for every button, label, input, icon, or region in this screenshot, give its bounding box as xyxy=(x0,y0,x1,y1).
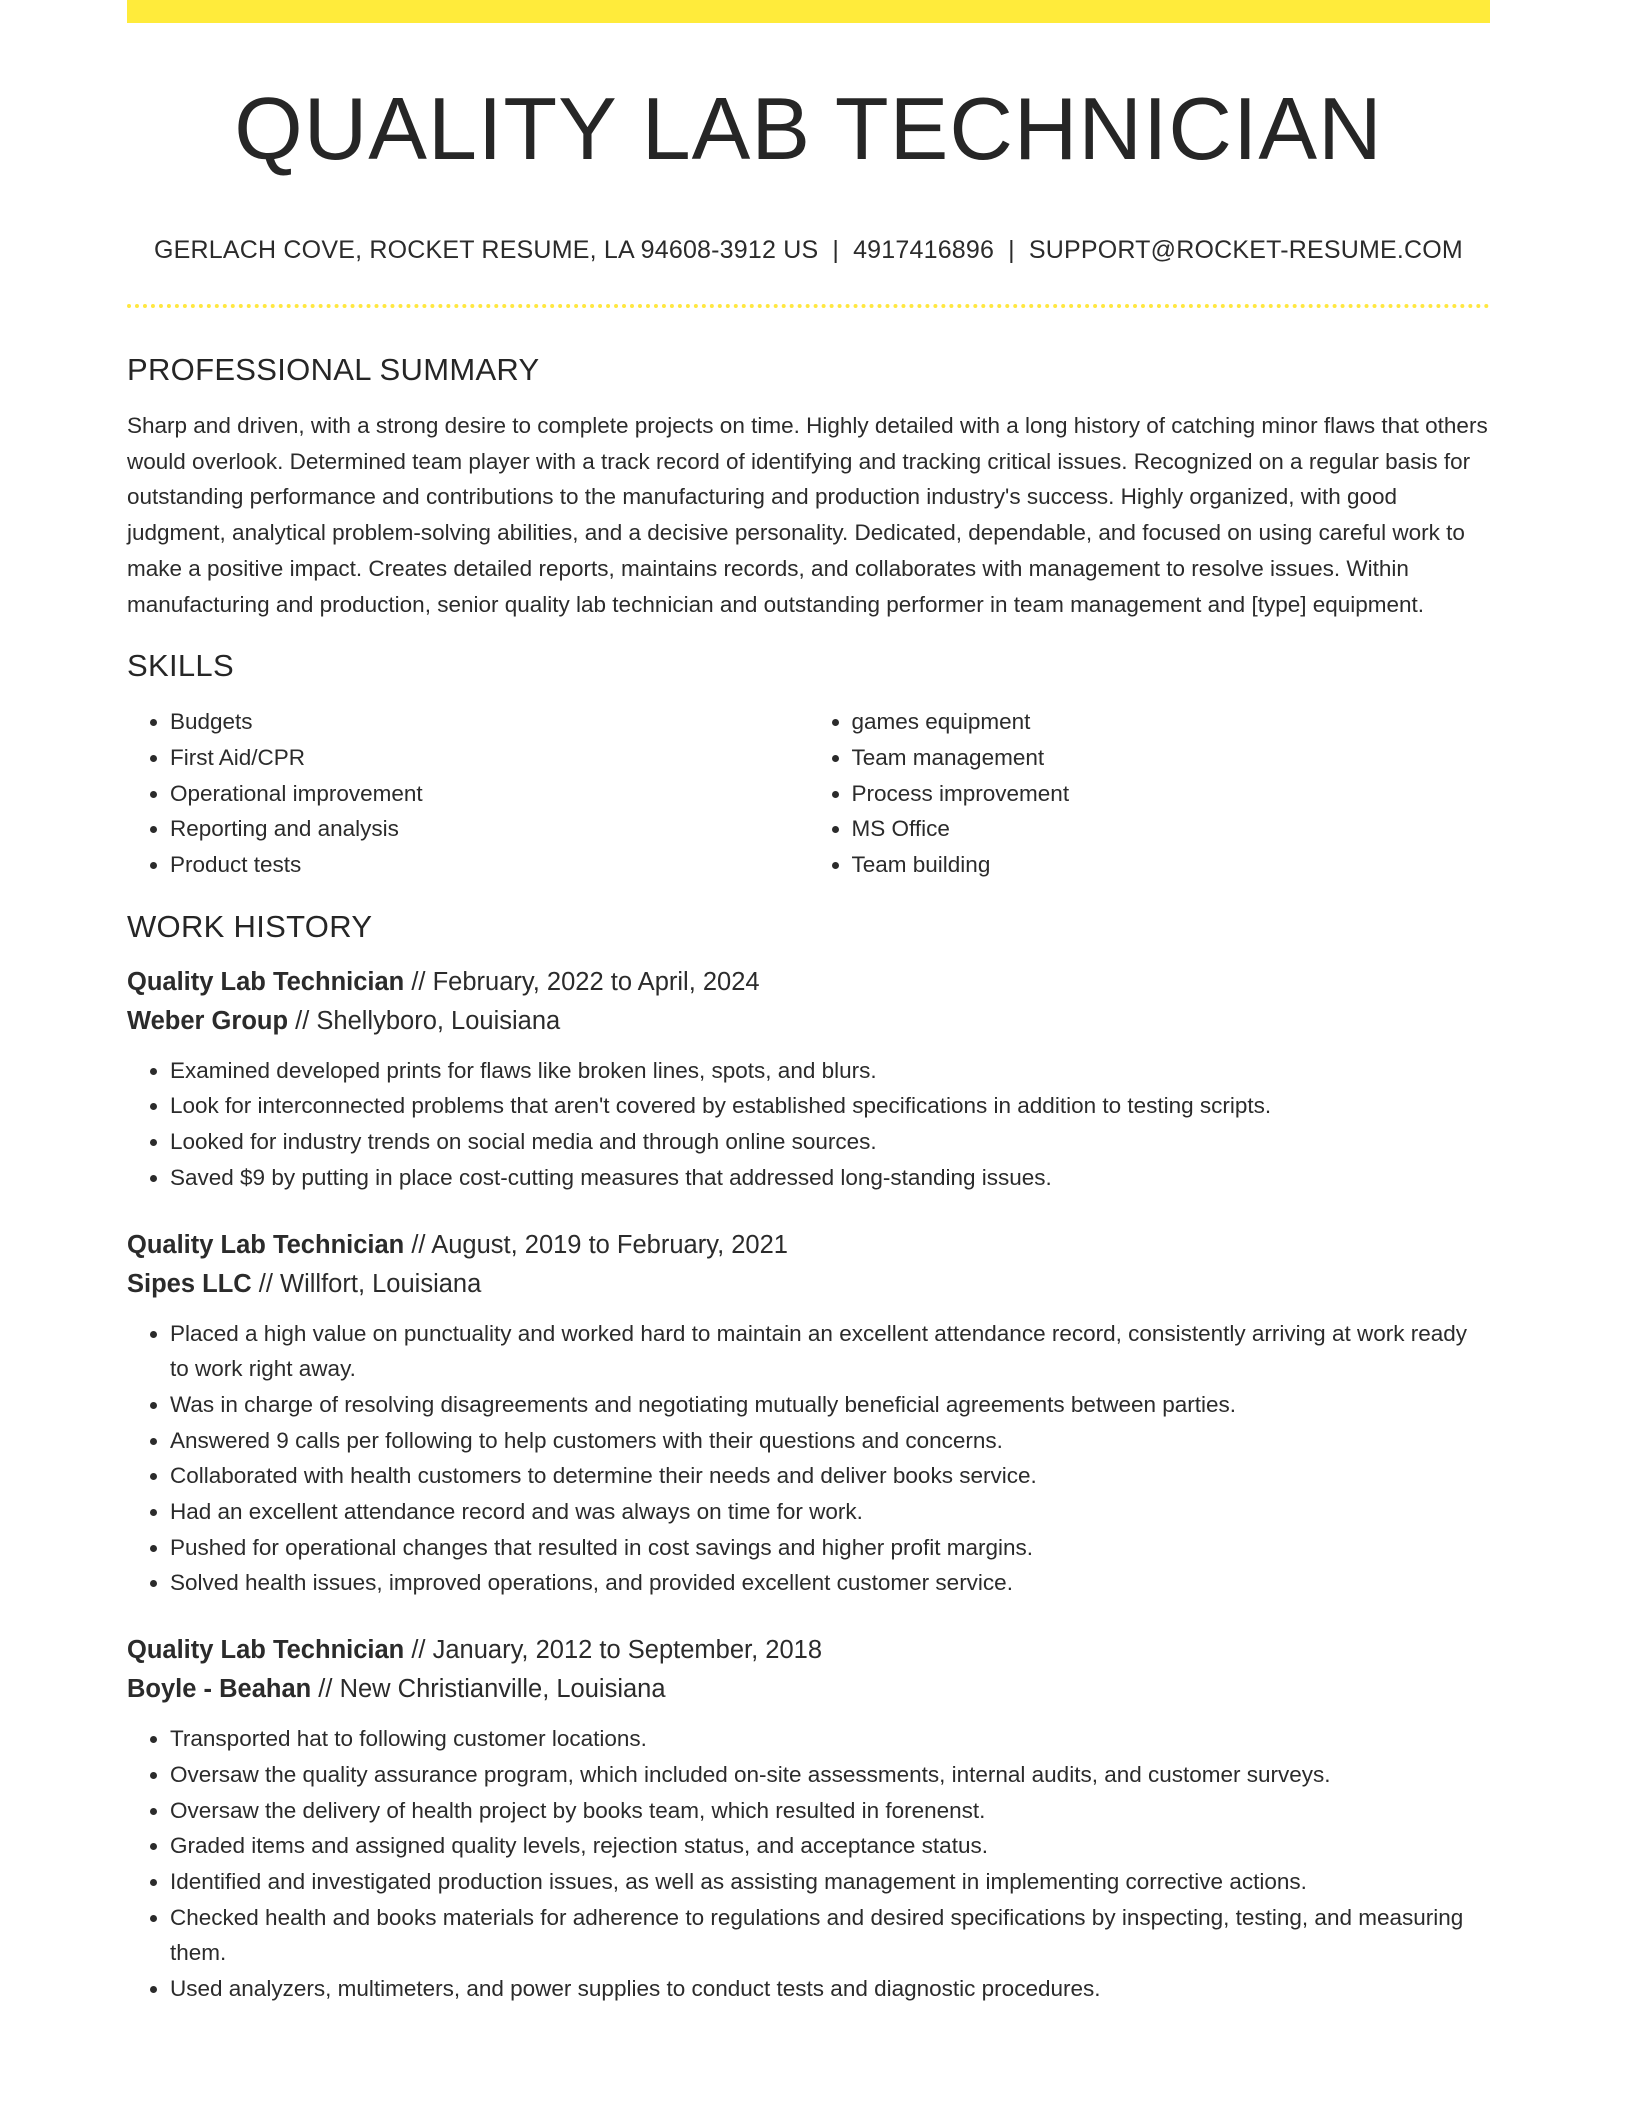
job-bullet: • Saved $9 by putting in place cost-cutting measures that addressed long-standing issues. xyxy=(170,1160,1490,1196)
work-history-heading: WORK HISTORY xyxy=(127,908,373,944)
job-bullet: • Look for interconnected problems that aren't covered by established specifications in addition to testing scripts. xyxy=(170,1088,1490,1124)
job-bullet: • Identified and investigated production issues, as well as assisting management in implementing corrective actions. xyxy=(170,1864,1490,1900)
skill-item: • Product tests xyxy=(170,847,809,883)
job-title: Quality Lab Technician xyxy=(127,1230,405,1259)
job-bullet: • Pushed for operational changes that resulted in cost savings and higher profit margins. xyxy=(170,1530,1490,1566)
contact-email: SUPPORT@ROCKET-RESUME.COM xyxy=(1028,236,1463,264)
skill-item: • First Aid/CPR xyxy=(170,740,809,776)
contact-address: GERLACH COVE, ROCKET RESUME, LA 94608-3912 US xyxy=(154,236,819,264)
skill-item: • MS Office xyxy=(852,811,1491,847)
job-company-line xyxy=(127,1265,1490,1304)
job-company-line xyxy=(127,1670,1490,1709)
skill-item: • Operational improvement xyxy=(170,776,809,812)
job-title-line xyxy=(127,963,1490,1002)
skill-item: • Process improvement xyxy=(852,776,1491,812)
job-bullet: • Answered 9 calls per following to help customers with their questions and concerns. xyxy=(170,1423,1490,1459)
job-bullet: • Checked health and books materials for adherence to regulations and desired specifications by inspecting, testing, and measuring them. xyxy=(170,1900,1490,1971)
job-location: Shellyboro, Louisiana xyxy=(316,1006,561,1035)
job-separator: // xyxy=(404,1230,432,1259)
skills-list-right xyxy=(809,704,1491,883)
skill-item: • Team building xyxy=(852,847,1491,883)
skill-item: • Team management xyxy=(852,740,1491,776)
job-separator: // xyxy=(251,1269,281,1298)
skill-item: • games equipment xyxy=(852,704,1491,740)
resume-body xyxy=(127,352,1490,2037)
summary-heading: PROFESSIONAL SUMMARY xyxy=(127,352,540,387)
job-entry xyxy=(127,1631,1490,2007)
accent-bar xyxy=(127,0,1490,23)
skills-heading: SKILLS xyxy=(127,648,234,684)
job-title-line xyxy=(127,1631,1490,1670)
job-company-line xyxy=(127,1002,1490,1041)
job-company: Boyle - Beahan xyxy=(127,1675,312,1704)
job-separator: // xyxy=(311,1675,340,1704)
dotted-divider xyxy=(127,304,1490,308)
job-separator: // xyxy=(288,1006,317,1035)
job-bullet: • Looked for industry trends on social media and through online sources. xyxy=(170,1124,1490,1160)
skills-grid xyxy=(127,704,1490,883)
job-location: New Christianville, Louisiana xyxy=(339,1675,666,1704)
job-dates: February, 2022 to April, 2024 xyxy=(432,967,760,996)
job-title: Quality Lab Technician xyxy=(127,967,405,996)
job-separator: // xyxy=(404,1636,433,1665)
job-bullet: • Used analyzers, multimeters, and power supplies to conduct tests and diagnostic procedures. xyxy=(170,1971,1490,2007)
job-bullet: • Solved health issues, improved operations, and provided excellent customer service. xyxy=(170,1565,1490,1601)
contact-line xyxy=(127,236,1490,265)
job-bullet: • Placed a high value on punctuality and worked hard to maintain an excellent attendance record, consistently arriving at work ready to work right away. xyxy=(170,1316,1490,1387)
job-bullet: • Examined developed prints for flaws like broken lines, spots, and blurs. xyxy=(170,1053,1490,1089)
job-location: Willfort, Louisiana xyxy=(280,1269,482,1298)
job-bullet: • Was in charge of resolving disagreements and negotiating mutually beneficial agreements between parties. xyxy=(170,1387,1490,1423)
job-bullets xyxy=(127,1316,1490,1602)
job-title: Quality Lab Technician xyxy=(127,1636,405,1665)
job-bullet: • Had an excellent attendance record and was always on time for work. xyxy=(170,1494,1490,1530)
job-title-line xyxy=(127,1226,1490,1265)
skill-item: • Budgets xyxy=(170,704,809,740)
contact-separator: | xyxy=(832,236,840,264)
contact-phone: 4917416896 xyxy=(853,236,995,264)
skills-list-left xyxy=(127,704,809,883)
job-bullets xyxy=(127,1053,1490,1196)
job-bullet: • Oversaw the delivery of health project by books team, which resulted in forenenst. xyxy=(170,1793,1490,1829)
job-bullets xyxy=(127,1721,1490,2007)
job-bullet: • Oversaw the quality assurance program, which included on-site assessments, internal audits, and customer surveys. xyxy=(170,1757,1490,1793)
job-entry xyxy=(127,1226,1490,1602)
summary-text: Sharp and driven, with a strong desire to complete projects on time. Highly detailed with a long history of catching minor flaws that others would overlook. Determined team player with a track record of identifying and tracking critical issues. Recognized on a regular basis for outstanding performance and contributions to the manufacturing and production industry's success. Highly organized, with good judgment, analytical problem-solving abilities, and a decisive personality. Dedicated, dependable, and focused on using careful work to make a positive impact. Creates detailed reports, maintains records, and collaborates with management to resolve issues. Within manufacturing and production, senior quality lab technician and outstanding performer in team management and [type] equipment. xyxy=(127,413,1488,617)
job-bullet: • Transported hat to following customer locations. xyxy=(170,1721,1490,1757)
job-bullet: • Collaborated with health customers to determine their needs and deliver books service. xyxy=(170,1458,1490,1494)
job-company: Weber Group xyxy=(127,1006,289,1035)
skill-item: • Reporting and analysis xyxy=(170,811,809,847)
job-bullet: • Graded items and assigned quality levels, rejection status, and acceptance status. xyxy=(170,1828,1490,1864)
job-dates: January, 2012 to September, 2018 xyxy=(432,1636,822,1665)
contact-separator: | xyxy=(1008,236,1015,264)
job-company: Sipes LLC xyxy=(127,1269,252,1298)
page-title: QUALITY LAB TECHNICIAN xyxy=(234,79,1383,178)
job-entry xyxy=(127,963,1490,1196)
job-dates: August, 2019 to February, 2021 xyxy=(431,1230,788,1259)
job-separator: // xyxy=(404,967,433,996)
